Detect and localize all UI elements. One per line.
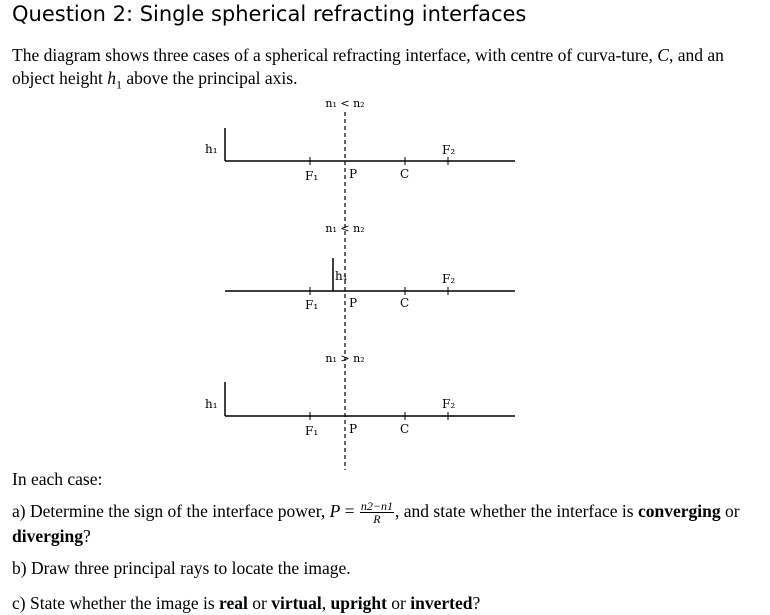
fraction-denominator: R <box>373 512 381 526</box>
question-a-label: a) <box>12 501 26 521</box>
case-3-index-relation: n₁ > n₂ <box>325 352 365 365</box>
intro-text-part1: The diagram shows three cases of a spherical refracting interface, with centre of curva-ture, <box>12 45 658 65</box>
power-fraction <box>360 500 394 525</box>
intro-text-part3: above the principal axis. <box>122 68 298 88</box>
intro-text-part2: , and an object height <box>12 45 724 88</box>
case-2-index-relation: n₁ < n₂ <box>325 222 365 235</box>
question-a-or: or <box>720 501 740 521</box>
question-b <box>12 557 752 580</box>
question-c-comma: , <box>321 593 331 613</box>
case-1-object-label: h₁ <box>205 142 218 156</box>
question-c <box>12 592 752 615</box>
case-2-f1-label: F₁ <box>305 298 319 312</box>
case-2-p-label: P <box>349 296 358 310</box>
questions-lead: In each case: <box>12 469 103 489</box>
converging-keyword: converging <box>637 501 721 521</box>
question-b-label: b) <box>12 558 27 578</box>
question-a-equals: = <box>340 501 359 521</box>
refraction-diagram <box>0 90 770 475</box>
case-3-object-label: h₁ <box>205 397 218 411</box>
case-2-c-label: C <box>400 296 410 310</box>
c-symbol: C <box>657 45 669 65</box>
case-1-c-label: C <box>400 167 410 181</box>
question-a-text-after: , and state whether the interface is <box>395 501 638 521</box>
h-subscript: 1 <box>116 77 123 92</box>
virtual-keyword: virtual <box>271 593 322 613</box>
case-1-f2-label: F₂ <box>442 143 456 157</box>
question-c-text: State whether the image is <box>29 593 220 613</box>
intro-text <box>12 44 732 97</box>
case-2 <box>225 222 515 312</box>
case-2-object-label: h₁ <box>335 269 348 283</box>
case-3-f2-label: F₂ <box>442 397 456 411</box>
case-1-p-label: P <box>349 167 358 181</box>
h-symbol <box>107 68 116 88</box>
case-3-f1-label: F₁ <box>305 424 319 438</box>
case-3-c-label: C <box>400 422 410 436</box>
case-2-f2-label: F₂ <box>442 272 456 286</box>
real-keyword: real <box>219 593 248 613</box>
h-symbol-letter: h <box>107 68 117 88</box>
case-1 <box>205 97 515 183</box>
upright-keyword: upright <box>330 593 387 613</box>
question-c-end: ? <box>472 593 481 613</box>
inverted-keyword: inverted <box>410 593 473 613</box>
question-b-text: Draw three principal rays to locate the image. <box>30 558 351 578</box>
case-1-f1-label: F₁ <box>305 169 319 183</box>
diverging-keyword: diverging <box>12 526 83 546</box>
question-title: Question 2: Single spherical refracting interfaces <box>12 2 527 26</box>
question-a-text-before: Determine the sign of the interface power, <box>29 501 330 521</box>
question-c-label: c) <box>12 593 26 613</box>
power-symbol: P <box>329 501 341 521</box>
question-a-end: ? <box>82 526 91 546</box>
question-c-or1: or <box>247 593 272 613</box>
case-1-index-relation: n₁ < n₂ <box>325 97 365 110</box>
fraction-numerator: n2−n1 <box>360 499 394 513</box>
case-3-p-label: P <box>349 422 358 436</box>
case-3 <box>205 352 515 438</box>
question-c-or2: or <box>386 593 411 613</box>
question-a <box>12 500 752 548</box>
